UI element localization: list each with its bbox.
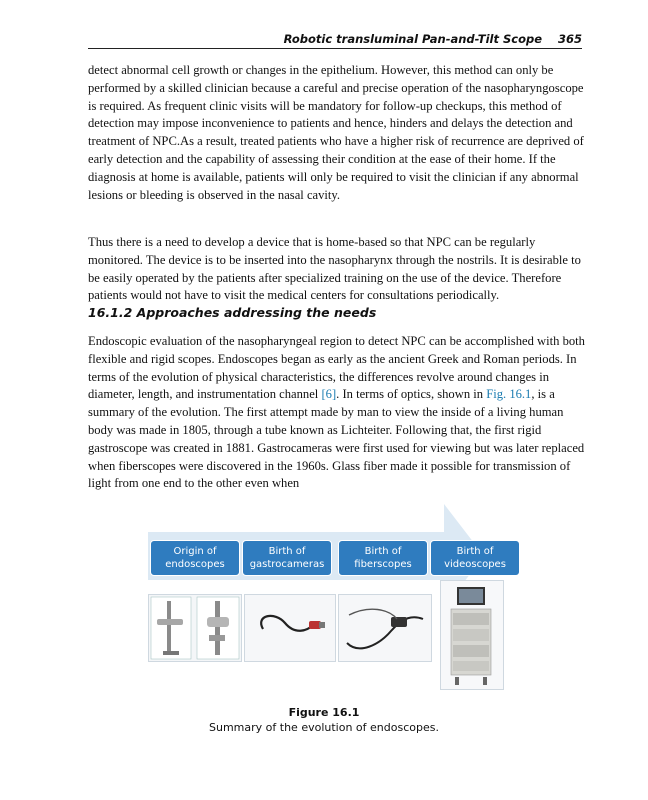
paragraph-3-text-3: , is a summary of the evolution. The first attempt made by man to view the inside of a living human body was made in 1805, through a tube known as Lichteiter. Following that, the first rigid gastroscope was created in 1881. Gastrocameras were first used for viewing but was later replaced when fiberscopes were discovered in the 1960s. Glass fiber made it possible for transmission of light from one end to the other even when [88, 387, 585, 491]
fiberscope-image [338, 594, 432, 662]
stage-birth-of-fiberscopes: Birth of fiberscopes [338, 540, 428, 576]
paragraph-3-text-1: Endoscopic evaluation of the nasopharyngeal region to detect NPC can be accomplished with both flexible and rigid scopes. Endoscopes began as early as the ancient Greek and Roman periods. In terms of the evolution of physical characteristics, the differences revolve around changes in diameter, length, and instrumentation channel [88, 334, 585, 402]
figure-16-1 [148, 500, 528, 692]
early-rigid-scope-image [148, 594, 242, 662]
paragraph-1: detect abnormal cell growth or changes in the epithelium. However, this method can only be performed by a skilled clinician because a careful and precise operation of the nasopharyngoscope is required. As frequent clinic visits will be mandatory for follow-up checkups, this method of detection may impose inconvenience to patients and hence, hinders and delays the detection and treatment of NPC.As a result, treated patients who have a higher risk of recurrence are deprived of early detection and the capability of assessing their condition at the ease of their home. If the diagnosis at home is available, patients will only be required to visit the clinician if any abnormal lesions or bleeding is observed in the nasal cavity. [88, 63, 584, 202]
header-title: Robotic transluminal Pan-and-Tilt Scope [283, 32, 542, 46]
running-header [88, 30, 582, 49]
figure-caption-title: Figure 16.1 [288, 706, 360, 719]
reference-link[interactable]: [6] [321, 387, 337, 402]
section-heading: 16.1.2 Approaches addressing the needs [88, 305, 377, 320]
stage-origin-of-endoscopes: Origin of endoscopes [150, 540, 240, 576]
figure-caption-text: Summary of the evolution of endoscopes. [209, 721, 439, 734]
paragraph-3-text-2: . In terms of optics, shown in [336, 387, 487, 402]
gastrocamera-image [244, 594, 336, 662]
paragraph-2: Thus there is a need to develop a device that is home-based so that NPC can be regularly monitored. The device is to be inserted into the nasopharynx through the nostrils. It is desirable to be easily operated by the patients after specialized training on the use of the device. Therefore patients would not have to visit the medical centers for consultations periodically. [88, 235, 581, 303]
stage-birth-of-videoscopes: Birth of videoscopes [430, 540, 520, 576]
videoscope-tower-image [440, 580, 504, 690]
page-number: 365 [557, 32, 582, 46]
stage-birth-of-gastrocameras: Birth of gastrocameras [242, 540, 332, 576]
paragraph-3 [88, 333, 588, 493]
figure-link[interactable]: Fig. 16.1 [486, 387, 532, 402]
